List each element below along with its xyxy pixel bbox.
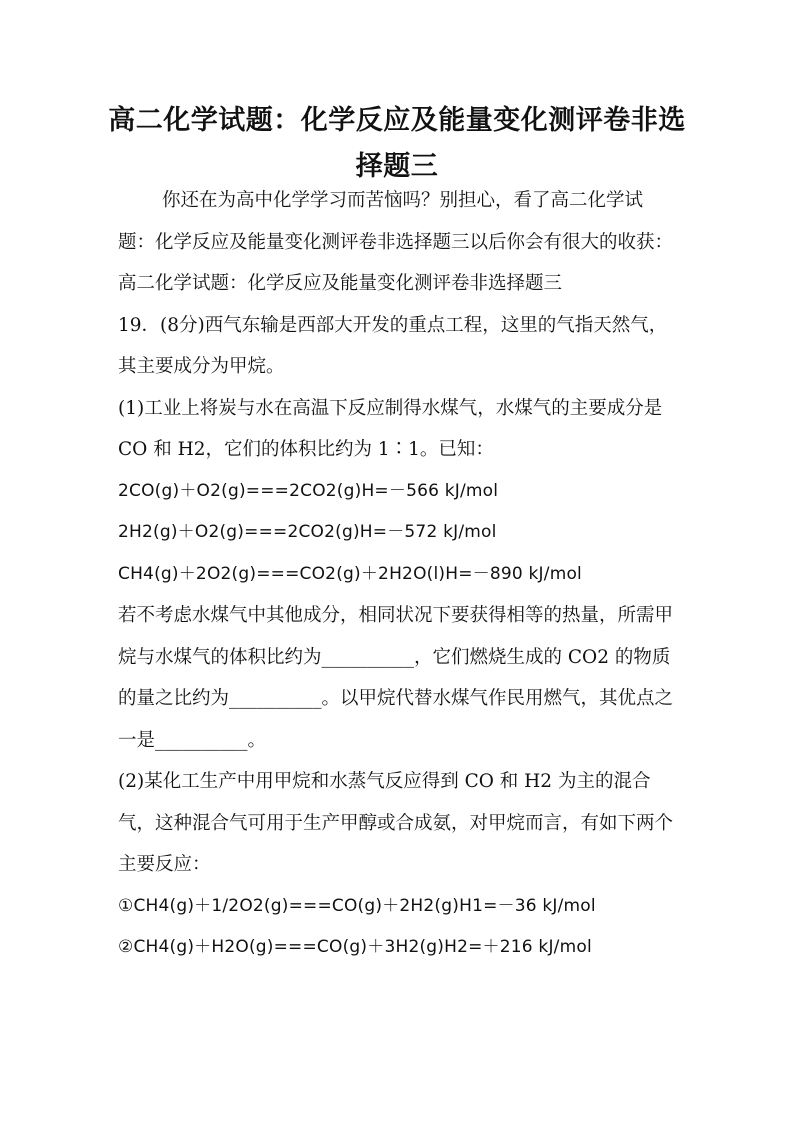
document-body xyxy=(118,180,678,969)
equation-2: 2H2(g)＋O2(g)===2CO2(g)H=－572 kJ/mol xyxy=(118,522,497,542)
subtitle-line: 高二化学试题：化学反应及能量变化测评卷非选择题三 xyxy=(118,273,563,294)
question-19: 19．(8分)西气东输是西部大开发的重点工程，这里的气指天然气，其主要成分为甲烷。 xyxy=(118,314,668,377)
equation-1: 2CO(g)＋O2(g)===2CO2(g)H=－566 kJ/mol xyxy=(118,480,499,501)
part-2-text: (2)某化工生产中用甲烷和水蒸气反应得到 CO 和 H2 为主的混合气，这种混合气可用于生产甲醇或合成氨，对甲烷而言，有如下两个主要反应： xyxy=(118,771,674,875)
part-1-text: (1)工业上将炭与水在高温下反应制得水煤气，水煤气的主要成分是 CO 和 H2，它们的体积比约为 1∶1。已知： xyxy=(118,397,663,460)
equation-3: CH4(g)＋2O2(g)===CO2(g)＋2H2O(l)H=－890 kJ/mol xyxy=(118,563,582,584)
equation-4: ①CH4(g)＋1/2O2(g)===CO(g)＋2H2(g)H1=－36 kJ/mol xyxy=(118,895,596,916)
equation-5: ②CH4(g)＋H2O(g)===CO(g)＋3H2(g)H2=＋216 kJ/mol xyxy=(118,937,592,957)
intro-paragraph: 你还在为高中化学学习而苦恼吗？别担心，看了高二化学试题：化学反应及能量变化测评卷非选择题三以后你会有很大的收获： xyxy=(118,190,674,253)
part-1-question: 若不考虑水煤气中其他成分，相同状况下要获得相等的热量，所需甲烷与水煤气的体积比约为__________，它们燃烧生成的 CO2 的物质的量之比约为__________。以甲烷代替水煤气作民用燃气，其优点之一是__________。 xyxy=(118,605,674,751)
document-title: 高二化学试题：化学反应及能量变化测评卷非选择题三 xyxy=(108,105,686,182)
